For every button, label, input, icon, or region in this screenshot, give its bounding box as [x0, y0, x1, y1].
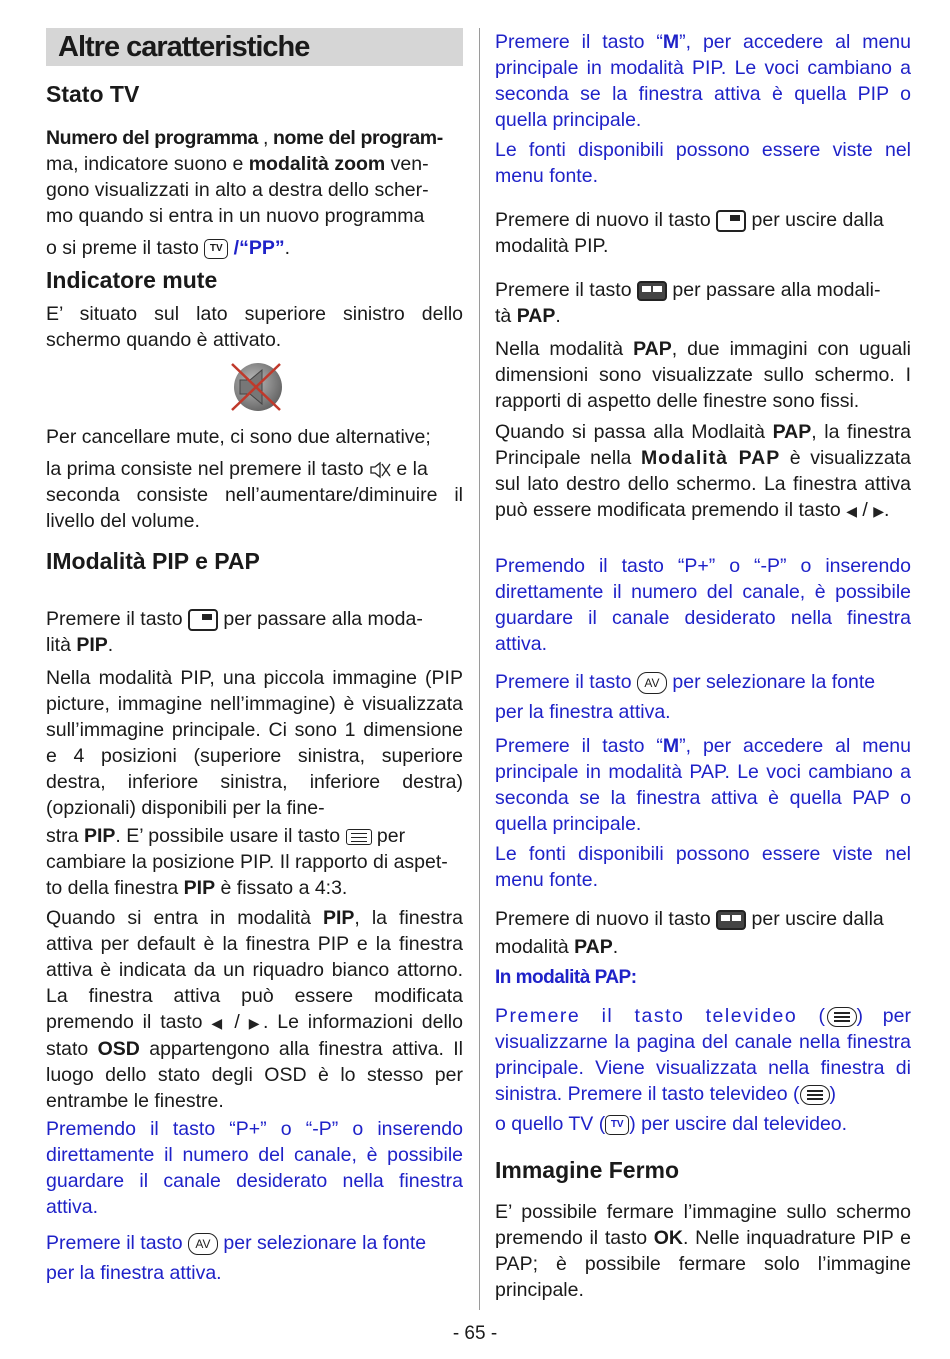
pip-paragraph-3: Quando si entra in modalità PIP, la finestra attiva per default è la finestra PIP e la finestra attiva è indicata da un riquadro bianco attorno. La finestra attiva può essere modificata premendo il tasto ◀ / ▶. Le informazioni dello stato OSD appartengono alla finestra attiva. Il luogo dello stato degli OSD è lo stesso per entrambe le finestre.	[46, 907, 463, 1112]
heading-immagine-fermo: Immagine Fermo	[495, 1157, 680, 1183]
right-paragraph-6: Quando si passa alla Modlaità PAP, la finestra Principale nella Modalità PAP è visualizzata sul lato destro dello schermo. La finestra attiva può essere modificata premendo il tasto ◀ / ▶.	[495, 421, 911, 521]
mute-button-icon	[369, 460, 391, 480]
av-button-icon: AV	[637, 672, 667, 694]
right-paragraph-1: Premere il tasto “M”, per accedere al menu principale in modalità PIP. Le voci cambiano a seconda se la finestra attiva è quella PIP o quella principale.	[495, 31, 911, 131]
right-paragraph-7: Premendo il tasto “P+” o “-P” o inserendo direttamente il numero del canale, è possibile guardare il canale desiderato nella finestra attiva.	[495, 555, 911, 655]
mute-paragraph-1: E’ situato sul lato superiore sinistro dello schermo quando è attivato.	[46, 303, 463, 351]
right-paragraph-11: Premere di nuovo il tasto per uscire dalla modalità PAP.	[495, 908, 884, 958]
column-divider	[479, 28, 480, 1310]
teletext-button-icon	[800, 1085, 830, 1105]
right-paragraph-4: Premere il tasto per passare alla modali- tà PAP.	[495, 279, 881, 327]
right-paragraph-13: Premere il tasto televideo ( ) per visualizzarne la pagina del canale nella finestra principale. Viene visualizzata nella finestra di sinistra. Premere il tasto televideo ( ) o quello TV ( TV ) per uscire dal televideo.	[495, 1005, 911, 1135]
pip-paragraph-1: Premere il tasto per passare alla moda- lità PIP.	[46, 608, 423, 656]
heading-indicatore-mute: Indicatore mute	[46, 267, 218, 293]
pap-button-icon	[637, 281, 667, 301]
pip-button-icon	[716, 210, 746, 232]
pap-button-icon	[716, 910, 746, 930]
right-paragraph-5: Nella modalità PAP, due immagini con uguali dimensioni sono visualizzate sullo schermo. I rapporti di aspetto delle finestre sono fissi.	[495, 338, 911, 412]
mute-paragraph-2: Per cancellare mute, ci sono due alternative; la prima consiste nel premere il tasto e la seconda consiste nell’aumentare/diminuire il livello del volume.	[46, 426, 463, 532]
right-arrow-icon: ▶	[873, 503, 885, 519]
pip-button-icon	[188, 609, 218, 631]
pip-position-button-icon	[346, 829, 372, 845]
right-paragraph-10: Le fonti disponibili possono essere viste nel menu fonte.	[495, 843, 911, 891]
left-arrow-icon: ◀	[846, 503, 857, 519]
right-paragraph-9: Premere il tasto “M”, per accedere al menu principale in modalità PAP. Le voci cambiano a seconda se la finestra attiva è quella PAP o quella principale.	[495, 735, 911, 835]
teletext-button-icon	[827, 1007, 857, 1027]
page-title: Altre caratteristiche	[58, 31, 310, 63]
pip-paragraph-4: Premendo il tasto “P+” o “-P” o inserendo direttamente il numero del canale, è possibile guardare il canale desiderato nella finestra attiva.	[46, 1118, 463, 1218]
av-button-icon: AV	[188, 1233, 218, 1255]
pap-mode-subheading: In modalità PAP:	[495, 967, 637, 988]
right-paragraph-14: E’ possibile fermare l’immagine sullo schermo premendo il tasto OK. Nelle inquadrature PIP e PAP; è possibile fermare solo l’immagine principale.	[495, 1201, 911, 1301]
mute-indicator-icon	[228, 360, 284, 414]
right-arrow-icon: ▶	[248, 1015, 263, 1031]
pip-paragraph-5: Premere il tasto AV per selezionare la fonte per la finestra attiva.	[46, 1232, 427, 1284]
right-paragraph-2: Le fonti disponibili possono essere viste nel menu fonte.	[495, 139, 911, 187]
left-arrow-icon: ◀	[211, 1015, 226, 1031]
tv-button-icon: TV	[204, 239, 228, 259]
pip-paragraph-2: Nella modalità PIP, una piccola immagine (PIP picture, immagine nell’immagine) è visualizzata sull’immagine principale. Ci sono 1 dimensione e 4 posizioni (superiore sinistra, superiore destra, inferiore sinistra, inferiore destra) (opzionali) disponibili per la fine- stra PIP. E’ possibile usare il tasto per cambiare la posizione PIP. Il rapporto di aspet- to della finestra PIP è fissato a 4:3.	[46, 667, 463, 899]
page-number: - 65 -	[452, 1323, 498, 1344]
section-title-bar	[46, 28, 463, 66]
stato-tv-paragraph: Numero del programma , nome del program- ma, indicatore suono e modalità zoom ven- gono visualizzati in alto a destra dello scher- mo quando si entra in un nuovo programma o si preme il tasto TV /“PP”.	[46, 127, 443, 259]
heading-modalita-pip-pap: IModalità PIP e PAP	[46, 548, 260, 574]
right-paragraph-8: Premere il tasto AV per selezionare la fonte per la finestra attiva.	[495, 671, 876, 723]
heading-stato-tv: Stato TV	[46, 81, 140, 107]
right-paragraph-3: Premere di nuovo il tasto per uscire dalla modalità PIP.	[495, 209, 884, 257]
tv-button-icon: TV	[605, 1115, 629, 1135]
